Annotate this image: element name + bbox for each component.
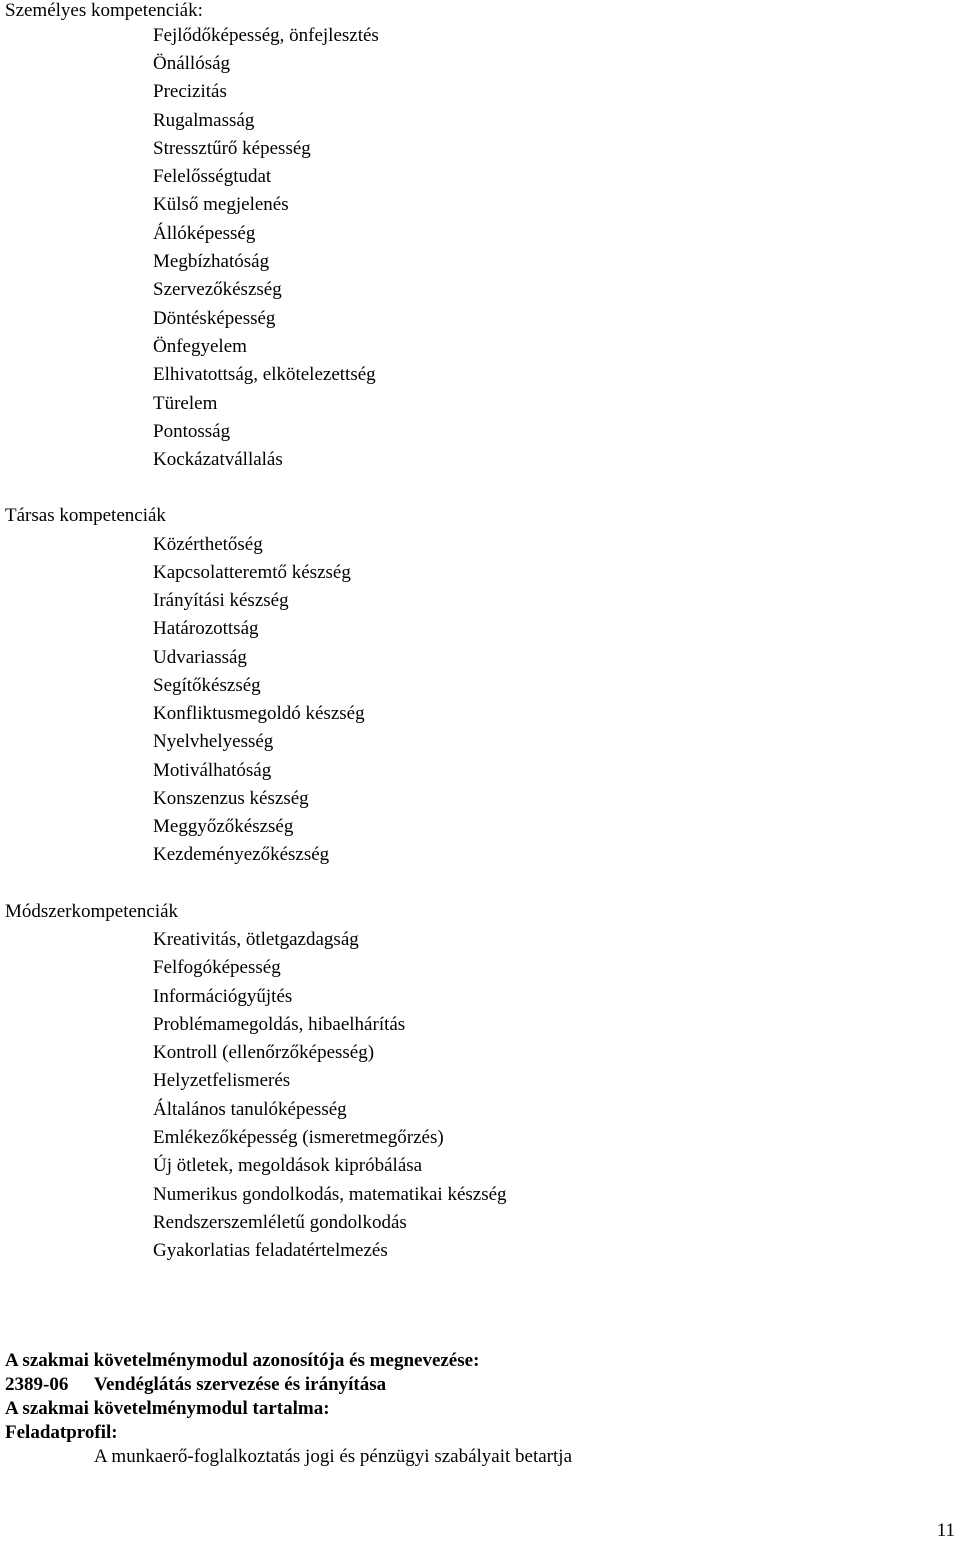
page-number: 11: [936, 1520, 955, 1541]
profile-item: A munkaerő-foglalkoztatás jogi és pénzügyi szabályait betartja: [94, 1446, 572, 1467]
list-item: Emlékezőképesség (ismeretmegőrzés): [153, 1127, 444, 1148]
section-heading-social: Társas kompetenciák: [5, 505, 166, 526]
list-item: Irányítási készség: [153, 590, 289, 611]
list-item: Konfliktusmegoldó készség: [153, 703, 365, 724]
list-item: Új ötletek, megoldások kipróbálása: [153, 1155, 423, 1176]
list-item: Határozottság: [153, 618, 259, 639]
list-item: Gyakorlatias feladatértelmezés: [153, 1240, 388, 1261]
list-item: Helyzetfelismerés: [153, 1070, 291, 1091]
list-item: Kapcsolatteremtő készség: [153, 562, 351, 583]
list-item: Önállóság: [153, 53, 231, 74]
module-id-heading: A szakmai követelménymodul azonosítója és megnevezése:: [5, 1350, 480, 1371]
list-item: Általános tanulóképesség: [153, 1099, 347, 1120]
list-item: Fejlődőképesség, önfejlesztés: [153, 25, 379, 46]
list-item: Elhivatottság, elkötelezettség: [153, 364, 376, 385]
list-item: Információgyűjtés: [153, 986, 293, 1007]
list-item: Meggyőzőkészség: [153, 816, 294, 837]
list-item: Pontosság: [153, 421, 231, 442]
module-content-heading: A szakmai követelménymodul tartalma:: [5, 1398, 330, 1419]
list-item: Udvariasság: [153, 647, 247, 668]
list-item: Rugalmasság: [153, 110, 255, 131]
list-item: Kreativitás, ötletgazdagság: [153, 929, 359, 950]
list-item: Stressztűrő képesség: [153, 138, 311, 159]
list-item: Döntésképesség: [153, 308, 276, 329]
module-name: Vendéglátás szervezése és irányítása: [94, 1374, 387, 1395]
list-item: Konszenzus készség: [153, 788, 309, 809]
list-item: Numerikus gondolkodás, matematikai készség: [153, 1184, 507, 1205]
list-item: Problémamegoldás, hibaelhárítás: [153, 1014, 406, 1035]
list-item: Türelem: [153, 393, 218, 414]
list-item: Precizitás: [153, 81, 227, 102]
list-item: Motiválhatóság: [153, 760, 272, 781]
list-item: Felfogóképesség: [153, 957, 281, 978]
profile-heading: Feladatprofil:: [5, 1422, 118, 1443]
list-item: Kontroll (ellenőrzőképesség): [153, 1042, 375, 1063]
list-item: Külső megjelenés: [153, 194, 289, 215]
list-item: Kockázatvállalás: [153, 449, 283, 470]
section-heading-personal: Személyes kompetenciák:: [5, 0, 203, 21]
module-code: 2389-06: [5, 1374, 69, 1395]
list-item: Felelősségtudat: [153, 166, 272, 187]
list-item: Rendszerszemléletű gondolkodás: [153, 1212, 407, 1233]
list-item: Megbízhatóság: [153, 251, 270, 272]
list-item: Közérthetőség: [153, 534, 263, 555]
list-item: Nyelvhelyesség: [153, 731, 274, 752]
list-item: Önfegyelem: [153, 336, 247, 357]
list-item: Szervezőkészség: [153, 279, 282, 300]
section-heading-method: Módszerkompetenciák: [5, 901, 179, 922]
list-item: Kezdeményezőkészség: [153, 844, 330, 865]
list-item: Állóképesség: [153, 223, 256, 244]
list-item: Segítőkészség: [153, 675, 261, 696]
